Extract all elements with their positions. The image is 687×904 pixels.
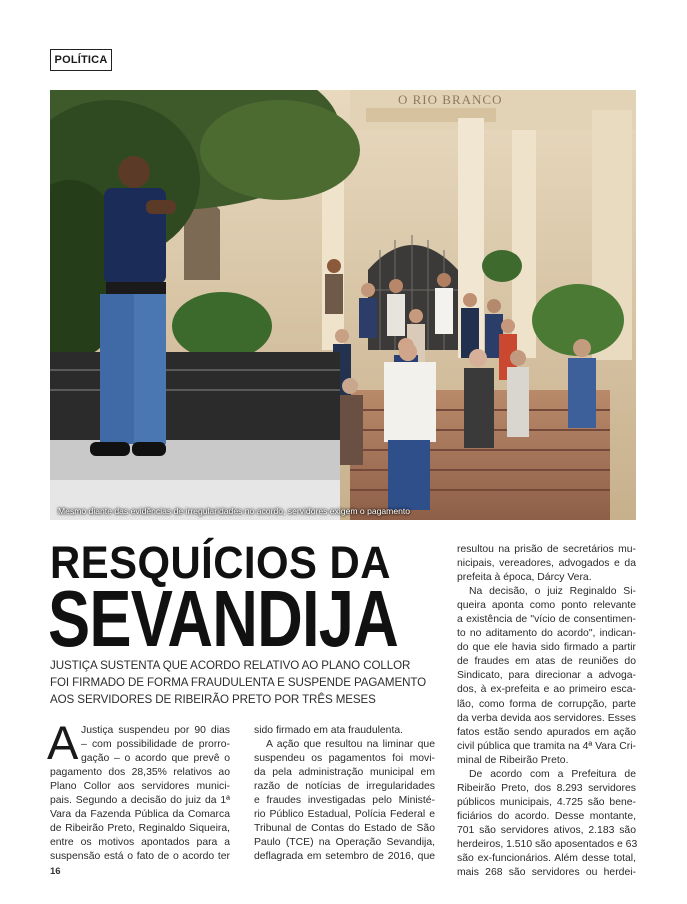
body-column-2 [254, 724, 435, 864]
body-line: Tribunal de Contas do Estado de São [254, 823, 435, 835]
body-line: De acordo com a Prefeitura de [469, 768, 636, 780]
body-line: ficiários do acordo. Desse montante, [457, 810, 636, 822]
deck-line: AOS SERVIDORES DE RIBEIRÃO PRETO POR TRÊS MESES [50, 693, 376, 706]
headline-line-2: SEVANDIJA [48, 574, 398, 663]
body-line: deflagrada em setembro de 2016, que [254, 851, 435, 863]
body-line: resultou na prisão de secretários mu- [457, 544, 636, 555]
body-line: fatos estão sendo apurados em ação [457, 726, 636, 738]
section-tag: POLÍTICA [50, 49, 112, 71]
body-line: suspendeu os pagamentos foi movi- [254, 753, 435, 765]
body-line: a existência de "vício de consentimen- [457, 614, 636, 626]
body-column-3 [457, 543, 636, 880]
body-line: da pela administração municipal em [254, 767, 435, 779]
body-line: 701 são servidores ativos, 2.183 são [457, 824, 636, 836]
body-column-1 [50, 724, 230, 864]
body-line: – com possibilidade de prorro- [81, 739, 230, 751]
body-line: de Ribeirão Preto, Reginaldo Siqueira, [50, 823, 230, 835]
body-line: dos, à ex-prefeita e ao primeiro esca- [457, 684, 636, 696]
drop-cap: A [47, 716, 79, 769]
body-line: minal de Ribeirão Preto. [457, 754, 569, 766]
body-line: lão, como forma de corrupção, parte [457, 698, 636, 710]
body-line: rio Público Estadual, Polícia Federal e [254, 809, 435, 821]
body-line: pais. Segundo a decisão do juiz da 1ª [50, 795, 230, 807]
body-line: A ação que resultou na liminar que [266, 739, 435, 751]
body-line: Plano Collor aos servidores munici- [50, 781, 230, 793]
body-line: civil pública que tramita na 4ª Vara Cri- [457, 740, 636, 752]
body-line: prefeita à época, Dárcy Vera. [457, 572, 592, 584]
photo-caption: Mesmo diante das evidências de irregularidades no acordo, servidores exigem o pagamento [58, 506, 411, 516]
page-number: 16 [50, 866, 61, 877]
body-line: do que ele havia sido firmado a partir [457, 642, 636, 654]
body-line: razão de notícias de irregularidades [254, 781, 435, 793]
body-line: públicos municipais, 4.725 são bene- [457, 796, 636, 808]
body-line: Justiça suspendeu por 90 dias [81, 725, 230, 736]
body-line: pagamento dos 28,35% relativos ao [50, 767, 230, 779]
deck-line: FOI FIRMADO DE FORMA FRAUDULENTA E SUSPENDE PAGAMENTO [50, 676, 427, 689]
body-line: são ex-funcionários. Além desse total, [457, 853, 636, 865]
body-line: Ribeirão Preto, dos 8.293 servidores [457, 782, 636, 794]
body-line: nicipais, vereadores, advogados e da [457, 558, 636, 570]
headline-line-1: RESQUÍCIOS DA [50, 537, 391, 588]
body-line: da verba devida aos servidores. Esses [457, 712, 636, 724]
body-line: herdeiros, 1.510 são aposentados e 63 [457, 838, 638, 850]
body-line: queira aponta como ponto relevante [457, 600, 636, 612]
body-line: Sindicato, para direcionar a advoga- [457, 670, 636, 682]
body-line: suspensão está o fato de o acordo ter [50, 851, 230, 863]
article-deck [50, 657, 430, 708]
body-line: Na decisão, o juiz Reginaldo Si- [469, 586, 636, 598]
building-sign: O RIO BRANCO [398, 92, 503, 107]
body-line: sido firmado em ata fraudulenta. [254, 725, 404, 736]
body-line: entre os motivos apontados para a [50, 837, 230, 849]
article-photo [50, 90, 636, 520]
body-line: de fraudes em atas de reuniões do [457, 656, 636, 668]
body-line: Paulo (TCE) na Operação Sevandija, [254, 837, 435, 849]
body-line: gação – o acordo que prevê o [81, 753, 230, 765]
body-line: Vara da Fazenda Pública da Comarca [50, 809, 230, 821]
body-line: e fraudes investigadas pelo Ministé- [254, 795, 435, 807]
deck-line: JUSTIÇA SUSTENTA QUE ACORDO RELATIVO AO PLANO COLLOR [50, 659, 411, 672]
protest-scene-illustration [50, 90, 636, 520]
body-line: mais 268 são servidores ou herdei- [457, 867, 636, 879]
body-line: to no aditamento do acordo", indican- [457, 628, 636, 640]
